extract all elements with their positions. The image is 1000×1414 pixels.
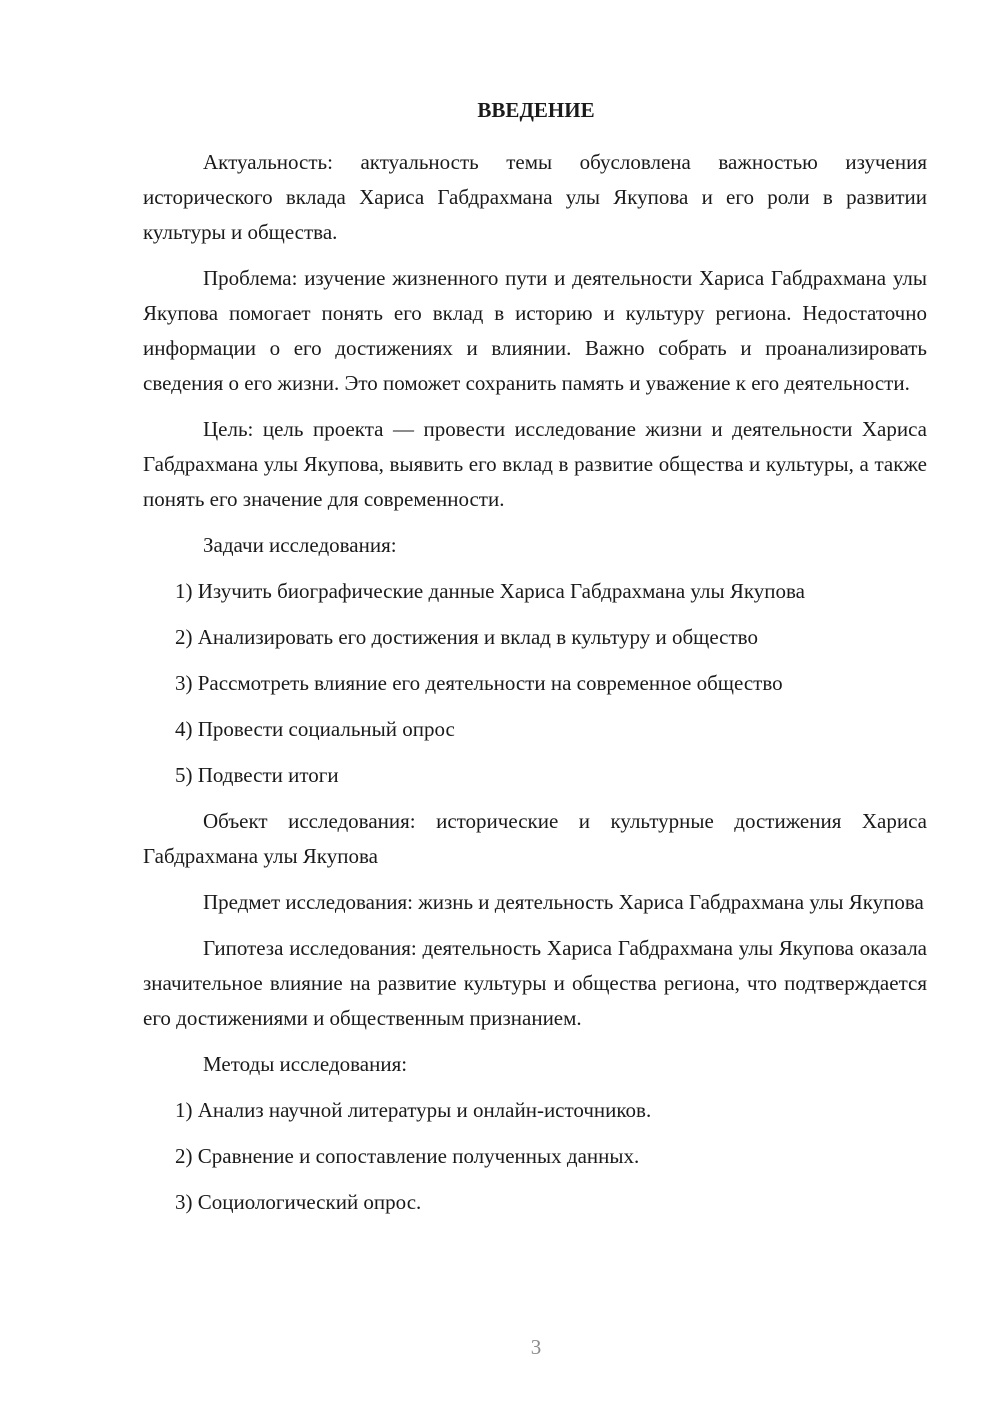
- relevance-paragraph: Актуальность: актуальность темы обусловлена важностью изучения исторического вклада Хариса Габдрахмана улы Якупова и его роли в развитии культуры и общества.: [143, 150, 927, 244]
- list-item: 2) Сравнение и сопоставление полученных данных.: [175, 1144, 640, 1168]
- list-item: 1) Изучить биографические данные Хариса Габдрахмана улы Якупова: [175, 579, 805, 603]
- document-page: [143, 96, 927, 1231]
- list-item: 3) Социологический опрос.: [175, 1190, 422, 1214]
- list-item: 3) Рассмотреть влияние его деятельности на современное общество: [175, 671, 783, 695]
- list-item: 2) Анализировать его достижения и вклад в культуру и общество: [175, 625, 758, 649]
- list-item: 4) Провести социальный опрос: [175, 717, 455, 741]
- page-number: 3: [530, 1335, 542, 1359]
- methods-list: [143, 1093, 927, 1220]
- page-title: ВВЕДЕНИЕ: [477, 98, 595, 122]
- methods-label: Методы исследования:: [203, 1052, 408, 1076]
- tasks-label: Задачи исследования:: [203, 533, 397, 557]
- tasks-list: [143, 574, 927, 793]
- subject-paragraph: Предмет исследования: жизнь и деятельность Хариса Габдрахмана улы Якупова: [203, 890, 924, 914]
- list-item: 5) Подвести итоги: [175, 763, 339, 787]
- list-item: 1) Анализ научной литературы и онлайн-источников.: [175, 1098, 652, 1122]
- goal-paragraph: Цель: цель проекта — провести исследование жизни и деятельности Хариса Габдрахмана улы Якупова, выявить его вклад в развитие общества и культуры, а также понять его значение для современности.: [143, 417, 927, 511]
- object-paragraph: Объект исследования: исторические и культурные достижения Хариса Габдрахмана улы Якупова: [143, 809, 927, 868]
- hypothesis-paragraph: Гипотеза исследования: деятельность Хариса Габдрахмана улы Якупова оказала значительное влияние на развитие культуры и общества региона, что подтверждается его достижениями и общественным признанием.: [143, 936, 927, 1030]
- problem-paragraph: Проблема: изучение жизненного пути и деятельности Хариса Габдрахмана улы Якупова помогает понять его вклад в историю и культуру региона. Недостаточно информации о его достижениях и влиянии. Важно собрать и проанализировать сведения о его жизни. Это поможет сохранить память и уважение к его деятельности.: [143, 266, 927, 395]
